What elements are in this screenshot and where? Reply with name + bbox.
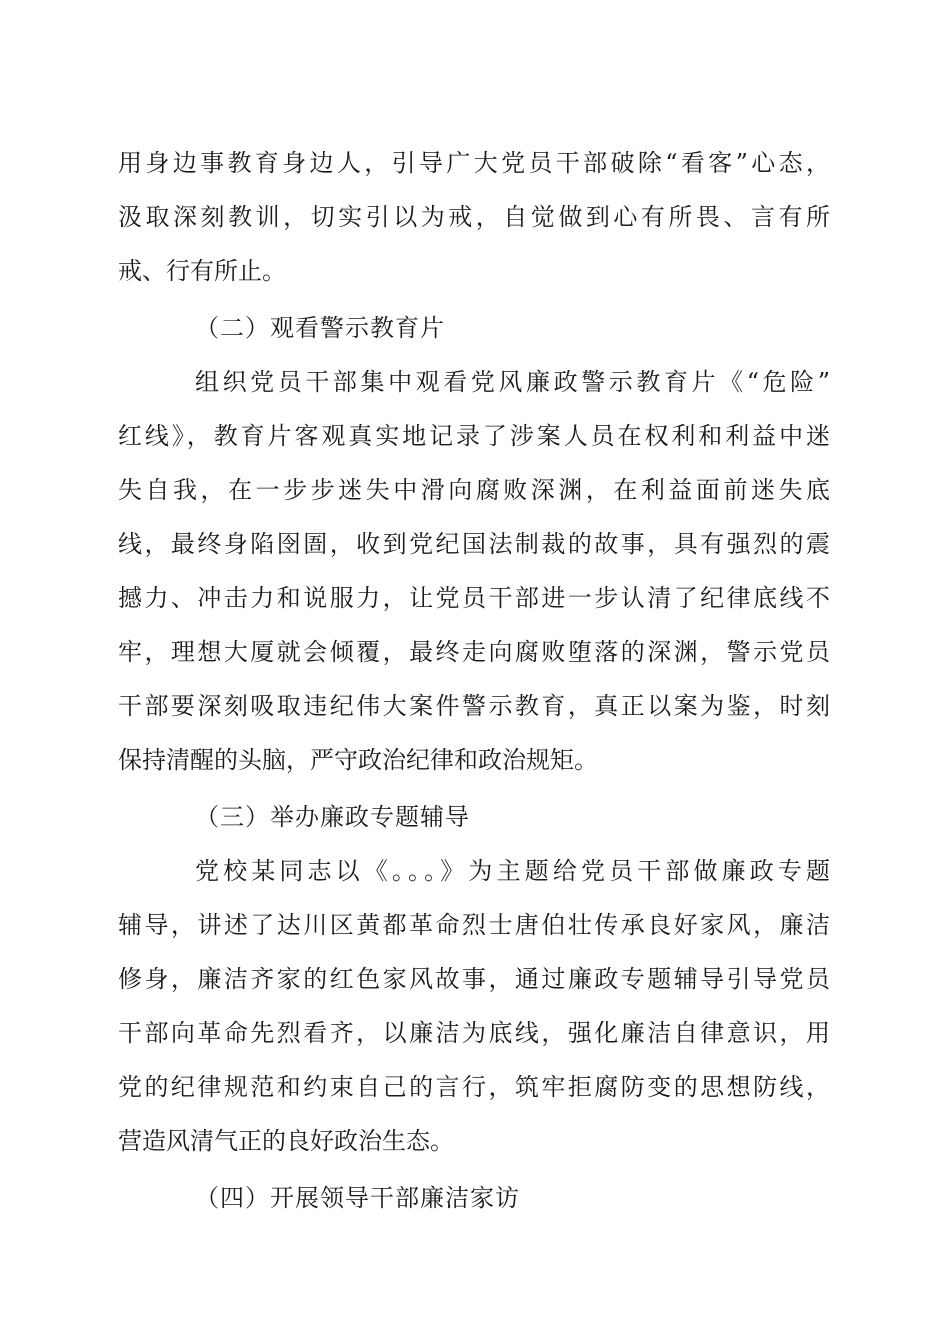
text-line: 党校某同志以《。。。》为主题给党员干部做廉政专题 — [195, 857, 830, 885]
text-line: 修身，廉洁齐家的红色家风故事，通过廉政专题辅导引导党员 — [118, 965, 830, 993]
text-line: 失自我，在一步步迷失中滑向腐败深渊，在利益面前迷失底 — [118, 476, 830, 504]
text-line: 戒、行有所止。 — [118, 257, 286, 285]
paragraph-intro-continued — [118, 136, 830, 298]
text-line: 干部向革命先烈看齐，以廉洁为底线，强化廉洁自律意识，用 — [118, 1019, 830, 1047]
text-line: 撼力、冲击力和说服力，让党员干部进一步认清了纪律底线不 — [118, 584, 830, 612]
text-line: 红线》，教育片客观真实地记录了涉案人员在权利和利益中迷 — [118, 422, 830, 450]
section-heading-2: （二）观看警示教育片 — [195, 314, 445, 342]
paragraph-lecture — [118, 844, 830, 1168]
text-line: 用身边事教育身边人，引导广大党员干部破除“看客”心态， — [118, 149, 830, 177]
document-page — [118, 136, 830, 1225]
section-heading-3: （三）举办廉政专题辅导 — [195, 803, 470, 831]
text-line: 党的纪律规范和约束自己的言行，筑牢拒腐防变的思想防线， — [118, 1073, 830, 1101]
text-line: 辅导，讲述了达川区黄都革命烈士唐伯壮传承良好家风，廉洁 — [118, 911, 830, 939]
text-line: 线，最终身陷囹圄，收到党纪国法制裁的故事，具有强烈的震 — [118, 530, 830, 558]
text-line: 牢，理想大厦就会倾覆，最终走向腐败堕落的深渊，警示党员 — [118, 638, 830, 666]
text-line: 组织党员干部集中观看党风廉政警示教育片《“危险” — [195, 368, 830, 396]
paragraph-warning-film — [118, 355, 830, 787]
section-heading-4: （四）开展领导干部廉洁家访 — [195, 1184, 520, 1212]
text-line: 汲取深刻教训，切实引以为戒，自觉做到心有所畏、言有所 — [118, 203, 830, 231]
text-line: 保持清醒的头脑，严守政治纪律和政治规矩。 — [118, 746, 598, 774]
text-line: 营造风清气正的良好政治生态。 — [118, 1127, 454, 1155]
text-line: 干部要深刻吸取违纪伟大案件警示教育，真正以案为鉴，时刻 — [118, 692, 830, 720]
